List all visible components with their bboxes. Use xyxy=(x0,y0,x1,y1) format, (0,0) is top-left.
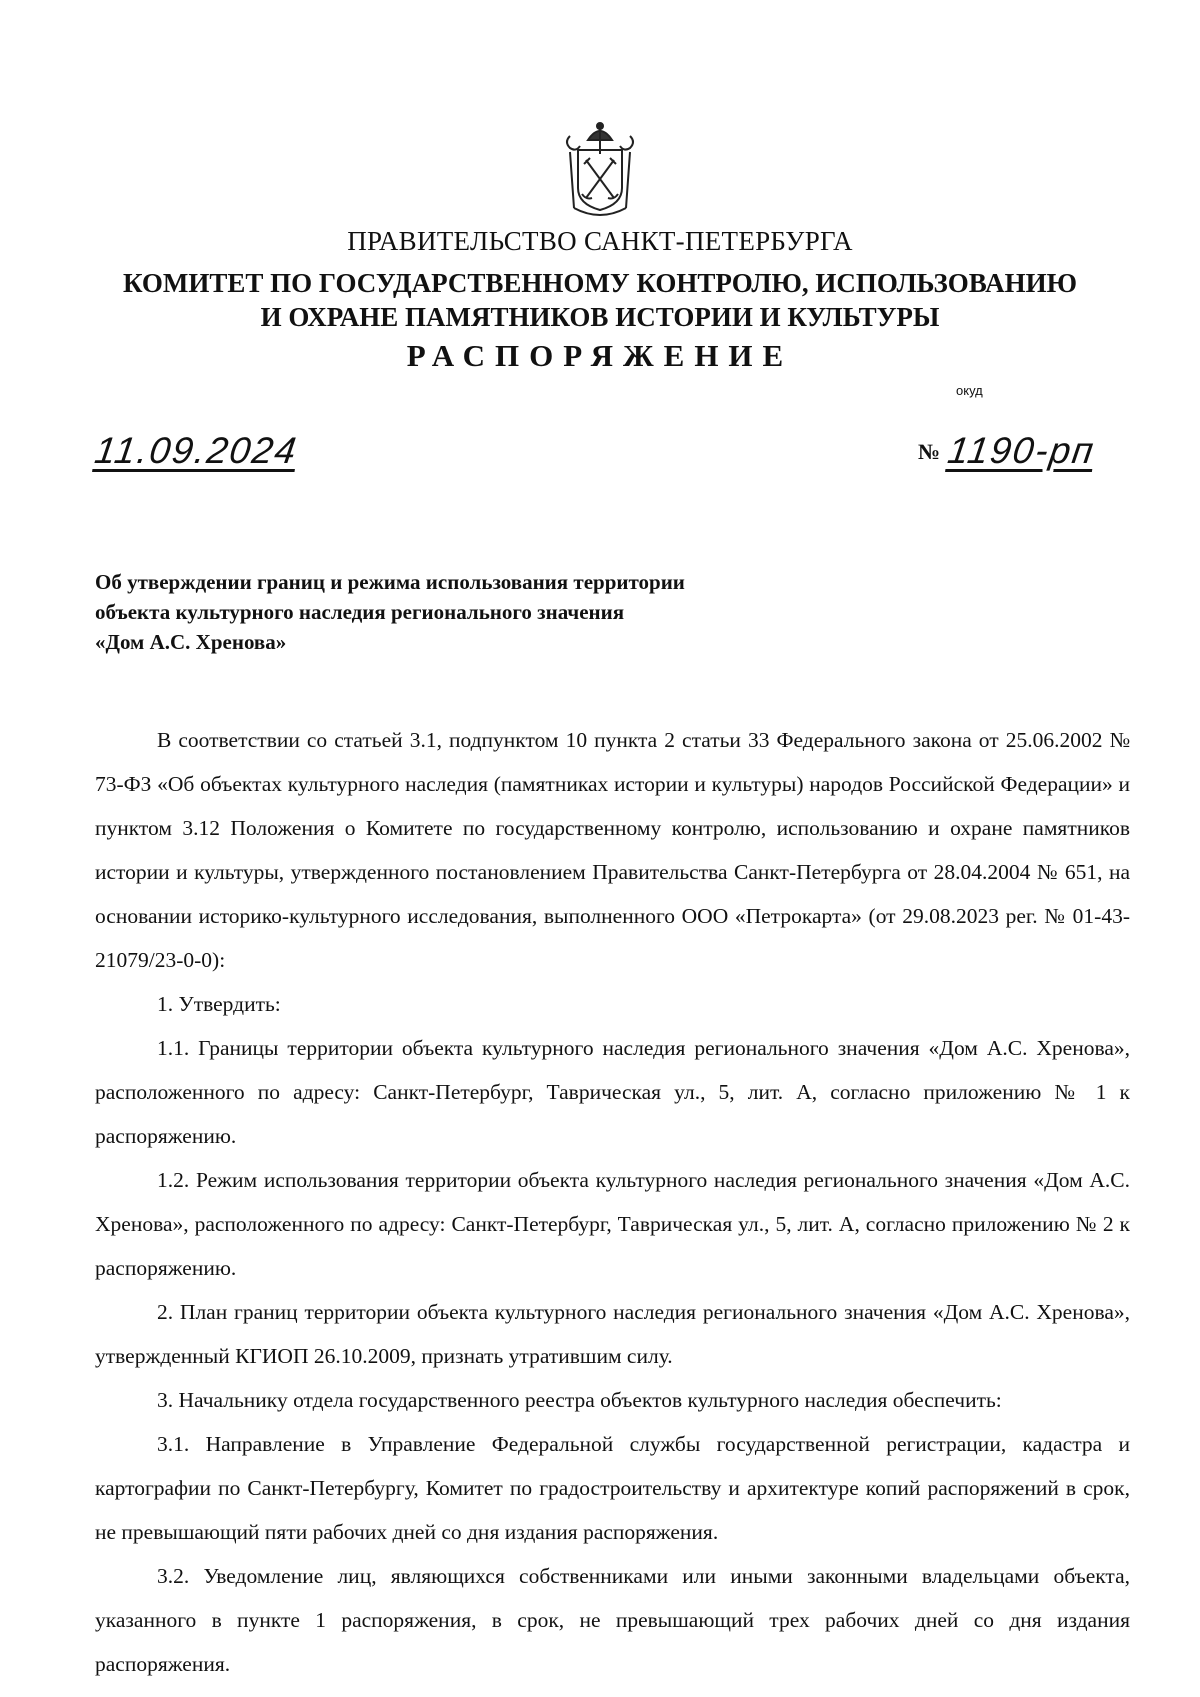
committee-title xyxy=(0,266,1200,334)
paragraph-item-3-2: 3.2. Уведомление лиц, являющихся собственниками или иными законными владельцами объекта, указанного в пункте 1 распоряжения, в срок, не превышающий трех рабочих дней со дня издания распоряжения. xyxy=(95,1564,1130,1676)
paragraph-item-2: 2. План границ территории объекта культурного наследия регионального значения «Дом А.С. Хренова», утвержденный КГИОП 26.10.2009, признать утратившим силу. xyxy=(95,1300,1130,1368)
number-sign: № xyxy=(918,439,941,464)
coat-of-arms-emblem xyxy=(560,118,640,218)
document-type: РАСПОРЯЖЕНИЕ xyxy=(406,338,794,373)
paragraph-item-3: 3. Начальнику отдела государственного реестра объектов культурного наследия обеспечить: xyxy=(157,1388,1002,1412)
paragraph-preamble: В соответствии со статьей 3.1, подпунктом 10 пункта 2 статьи 33 Федерального закона от 25.06.2002 № 73-ФЗ «Об объектах культурного наследия (памятниках истории и культуры) народов Российской Федерации» и пунктом 3.12 Положения о Комитете по государственному контролю, использованию и охране памятников истории и культуры, утвержденного постановлением Правительства Санкт-Петербурга от 28.04.2004 № 651, на основании историко-культурного исследования, выполненного ООО «Петрокарта» (от 29.08.2023 рег. № 01-43-21079/23-0-0): xyxy=(95,728,1130,972)
paragraph-item-1: 1. Утвердить: xyxy=(157,992,281,1016)
subject-line: Об утверждении границ и режима использования территории xyxy=(95,570,685,594)
document-date: 11.09.2024 xyxy=(92,430,301,471)
paragraph-item-1-1: 1.1. Границы территории объекта культурного наследия регионального значения «Дом А.С. Хренова», расположенного по адресу: Санкт-Петербург, Таврическая ул., 5, лит. А, согласно приложению № 1 к распоряжению. xyxy=(95,1036,1130,1148)
committee-title-line1: КОМИТЕТ ПО ГОСУДАРСТВЕННОМУ КОНТРОЛЮ, ИСПОЛЬЗОВАНИЮ xyxy=(123,268,1077,298)
document-body xyxy=(95,718,1130,1686)
government-title: ПРАВИТЕЛЬСТВО САНКТ-ПЕТЕРБУРГА xyxy=(347,226,853,256)
subject-line: «Дом А.С. Хренова» xyxy=(95,630,287,654)
okud-label: окуд xyxy=(956,383,983,398)
paragraph-item-3-1: 3.1. Направление в Управление Федеральной службы государственной регистрации, кадастра и картографии по Санкт-Петербургу, Комитет по градостроительству и архитектуре копий распоряжений в срок, не превышающий пяти рабочих дней со дня издания распоряжения. xyxy=(95,1432,1130,1544)
committee-title-line2: И ОХРАНЕ ПАМЯТНИКОВ ИСТОРИИ И КУЛЬТУРЫ xyxy=(260,302,940,332)
subject-heading xyxy=(95,567,685,657)
subject-line: объекта культурного наследия регионального значения xyxy=(95,600,625,624)
document-number xyxy=(918,430,1098,472)
paragraph-item-1-2: 1.2. Режим использования территории объекта культурного наследия регионального значения «Дом А.С. Хренова», расположенного по адресу: Санкт-Петербург, Таврическая ул., 5, лит. А, согласно приложению № 2 к распоряжению. xyxy=(95,1168,1130,1280)
number-value: 1190-рп xyxy=(945,430,1098,471)
